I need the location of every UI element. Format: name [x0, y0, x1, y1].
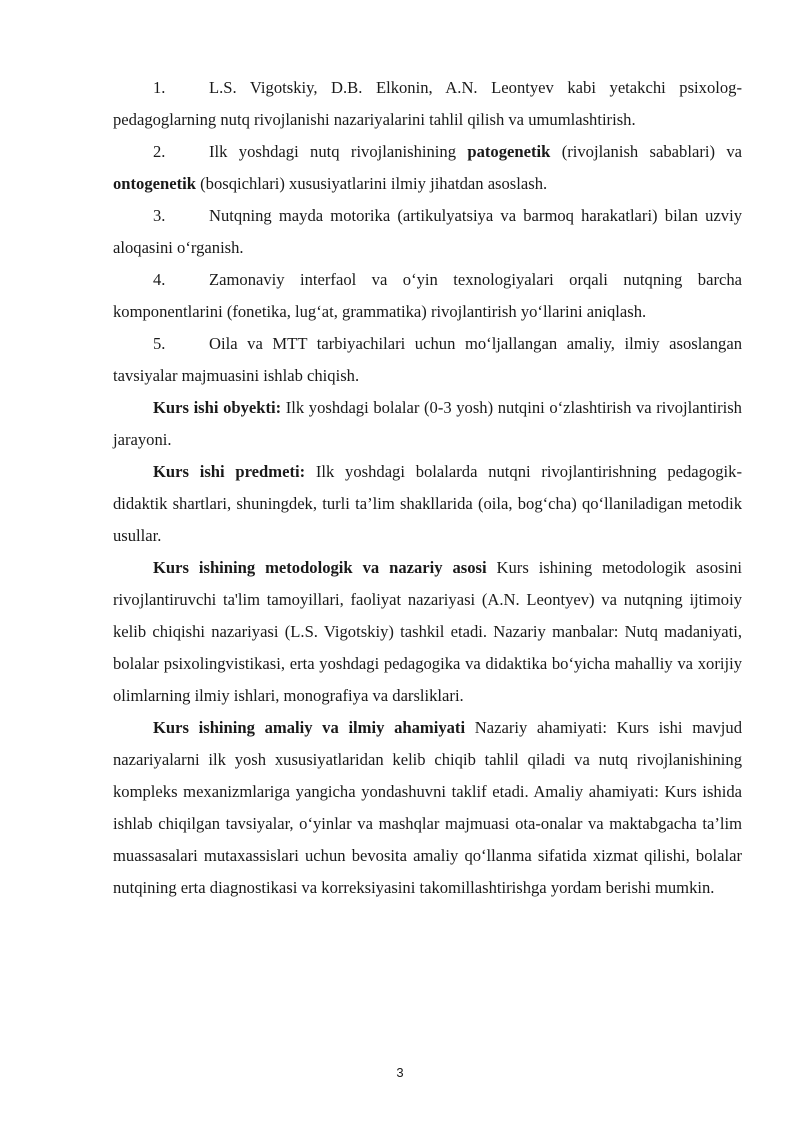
paragraph-label: Kurs ishi obyekti:	[153, 398, 282, 417]
paragraph-predmet	[113, 456, 742, 552]
list-item-3	[113, 200, 742, 264]
paragraph-label: Kurs ishining amaliy va ilmiy ahamiyati	[153, 718, 466, 737]
list-number: 3.	[153, 206, 166, 225]
paragraph-text: Ilk yoshdagi bolalar (0-3 yosh) nutqini o‘zlashtirish va rivojlantirish jarayoni.	[113, 398, 742, 449]
list-number: 2.	[153, 142, 166, 161]
paragraph-label: Kurs ishining metodologik va nazariy asosi	[153, 558, 487, 577]
bold-term-ontogenetik: ontogenetik	[113, 174, 196, 193]
list-item-1	[113, 72, 742, 136]
list-number: 4.	[153, 270, 166, 289]
bold-term-patogenetik: patogenetik	[467, 142, 551, 161]
paragraph-metodologik	[113, 552, 742, 712]
list-text: Oila va MTT tarbiyachilari uchun mo‘ljallangan amaliy, ilmiy asoslangan tavsiyalar majmuasini ishlab chiqish.	[113, 334, 742, 385]
page-number: 3	[396, 1065, 404, 1080]
list-number: 5.	[153, 334, 166, 353]
paragraph-ahamiyat	[113, 712, 742, 904]
list-item-4	[113, 264, 742, 328]
list-text: Zamonaviy interfaol va o‘yin texnologiyalari orqali nutqning barcha komponentlarini (fonetika, lug‘at, grammatika) rivojlantirish yo‘llarini aniqlash.	[113, 270, 742, 321]
paragraph-text: Ilk yoshdagi bolalarda nutqni rivojlantirishning pedagogik-didaktik shartlari, shuningdek, turli ta’lim shakllarida (oila, bog‘cha) qo‘llaniladigan metodik usullar.	[113, 462, 742, 545]
list-text: L.S. Vigotskiy, D.B. Elkonin, A.N. Leontyev kabi yetakchi psixolog-pedagoglarning nutq rivojlanishi nazariyalarini tahlil qilish va umumlashtirish.	[113, 78, 742, 129]
paragraph-text: Nazariy ahamiyati: Kurs ishi mavjud nazariyalarni ilk yosh xususiyatlaridan kelib chiqib tahlil qiladi va nutq rivojlanishining kompleks mexanizmlariga yangicha yondashuvni taklif etadi. Amaliy ahamiyati: Kurs ishida ishlab chiqilgan tavsiyalar, o‘yinlar va mashqlar majmuasi ota-onalar va maktabgacha ta’lim muassasalari mutaxassislari uchun bevosita amaliy qo‘llanma sifatida xizmat qilishi, bolalar nutqining erta diagnostikasi va korreksiyasini takomillashtirishga yordam berishi mumkin.	[113, 718, 742, 897]
list-text: Ilk yoshdagi nutq rivojlanishining	[209, 142, 468, 161]
list-text: Nutqning mayda motorika (artikulyatsiya va barmoq harakatlari) bilan uzviy aloqasini o‘rganish.	[113, 206, 742, 257]
paragraph-obyekt	[113, 392, 742, 456]
list-item-5	[113, 328, 742, 392]
list-text: (bosqichlari) xususiyatlarini ilmiy jihatdan asoslash.	[195, 174, 548, 193]
list-item-2	[113, 136, 742, 200]
paragraph-label: Kurs ishi predmeti:	[153, 462, 306, 481]
page-content	[113, 72, 742, 904]
list-text: (rivojlanish sabablari) va	[550, 142, 742, 161]
paragraph-text: Kurs ishining metodologik asosini rivojlantiruvchi ta'lim tamoyillari, faoliyat nazariyasi (A.N. Leontyev) va nutqning ijtimoiy kelib chiqishi nazariyasi (L.S. Vigotskiy) tashkil etadi. Nazariy manbalar: Nutq madaniyati, bolalar psixolingvistikasi, erta yoshdagi pedagogika va didaktika bo‘yicha mahalliy va xorijiy olimlarning ilmiy ishlari, monografiya va darsliklari.	[113, 558, 742, 705]
list-number: 1.	[153, 78, 166, 97]
